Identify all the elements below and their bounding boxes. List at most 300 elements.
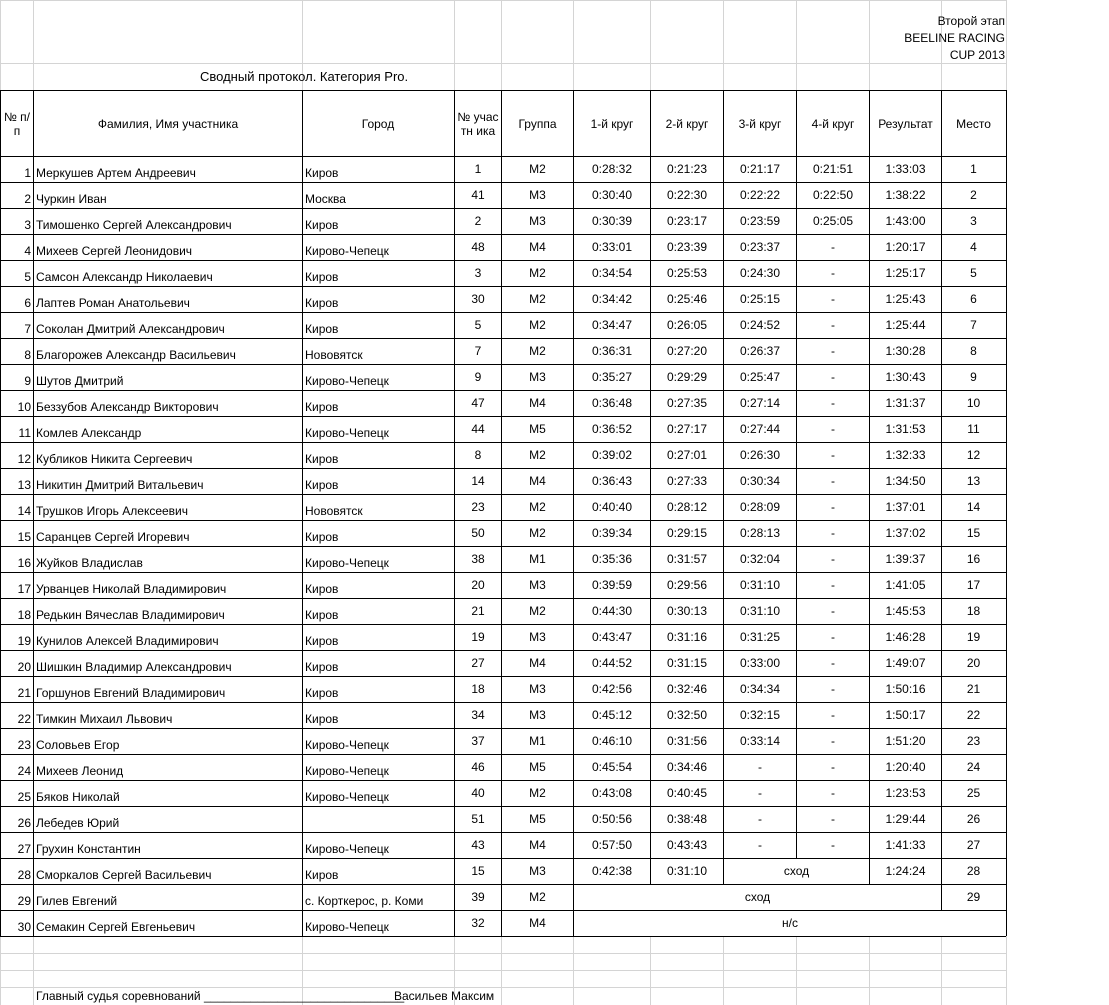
lap1-time: 0:34:47 — [591, 318, 633, 332]
participant-bib: 43 — [471, 838, 485, 852]
participant-name: Никитин Дмитрий Витальевич — [36, 478, 204, 492]
finish-place: 10 — [966, 396, 981, 410]
participant-group: М2 — [529, 162, 546, 176]
participant-name: Михеев Леонид — [36, 764, 124, 778]
lap4-time: - — [831, 396, 835, 410]
lap4-time: - — [831, 292, 835, 306]
participant-name: Лебедев Юрий — [36, 816, 120, 830]
row-number: 3 — [24, 218, 31, 232]
lap4-time: - — [831, 682, 835, 696]
participant-group: М2 — [529, 786, 546, 800]
lap2-time: 0:29:56 — [666, 578, 708, 592]
result-time: 1:20:40 — [885, 760, 926, 774]
lap3-time: 0:23:37 — [739, 240, 781, 254]
lap3-time: 0:32:04 — [739, 552, 781, 566]
participant-name: Соколан Дмитрий Александрович — [36, 322, 225, 336]
lap2-time: 0:27:20 — [666, 344, 708, 358]
lap3-time: 0:28:09 — [739, 500, 781, 514]
lap1-time: 0:45:12 — [591, 708, 633, 722]
result-time: 1:45:53 — [885, 604, 926, 618]
participant-city: Киров — [305, 322, 339, 336]
lap4-time: - — [831, 552, 835, 566]
lap3-time: 0:22:22 — [739, 188, 781, 202]
participant-group: М4 — [529, 396, 546, 410]
participant-name: Сморкалов Сергей Васильевич — [36, 868, 212, 882]
lap3-time: 0:34:34 — [739, 682, 781, 696]
finish-place: 29 — [966, 890, 981, 904]
finish-place: 26 — [966, 812, 981, 826]
header-name: Фамилия, Имя участника — [97, 116, 239, 131]
lap1-time: 0:34:42 — [591, 292, 633, 306]
lap3-time: - — [758, 838, 762, 852]
header-num: № п/п — [3, 109, 31, 138]
lap1-time: 0:39:59 — [591, 578, 633, 592]
participant-name: Гилев Евгений — [36, 894, 118, 908]
lap2-time: 0:27:01 — [666, 448, 708, 462]
lap2-time: 0:27:35 — [666, 396, 708, 410]
result-time: 1:39:37 — [885, 552, 926, 566]
participant-name: Семакин Сергей Евгеньевич — [36, 920, 196, 934]
participant-group: М5 — [529, 812, 546, 826]
lap1-time: 0:42:56 — [591, 682, 633, 696]
lap3-time: 0:33:14 — [739, 734, 781, 748]
participant-city: Кирово-Чепецк — [305, 244, 389, 258]
lap2-time: 0:27:17 — [666, 422, 708, 436]
participant-bib: 41 — [471, 188, 485, 202]
participant-group: М1 — [529, 734, 546, 748]
lap1-time: 0:44:52 — [591, 656, 633, 670]
result-time: 1:24:24 — [885, 864, 926, 878]
finish-place: 11 — [967, 422, 980, 436]
lap4-time: - — [831, 734, 835, 748]
participant-name: Кубликов Никита Сергеевич — [36, 452, 193, 466]
lap4-time: - — [831, 630, 835, 644]
result-time: 1:49:07 — [885, 656, 926, 670]
participant-city: Москва — [305, 192, 346, 206]
participant-bib: 30 — [471, 292, 485, 306]
participant-name: Шишкин Владимир Александрович — [36, 660, 232, 674]
lap1-time: 0:35:27 — [591, 370, 633, 384]
row-number: 8 — [24, 348, 31, 362]
finish-place: 9 — [970, 370, 977, 384]
lap4-time: 0:25:05 — [812, 214, 854, 228]
lap1-time: 0:45:54 — [591, 760, 633, 774]
result-time: 1:30:43 — [885, 370, 926, 384]
lap3-time: 0:33:00 — [739, 656, 781, 670]
header-group: Группа — [518, 116, 557, 131]
lap3-time: 0:26:37 — [739, 344, 781, 358]
lap3-time: - — [758, 786, 762, 800]
lap2-time: 0:34:46 — [666, 760, 708, 774]
participant-group: М3 — [529, 630, 546, 644]
finish-place: 20 — [966, 656, 981, 670]
participant-name: Жуйков Владислав — [36, 556, 143, 570]
result-time: 1:20:17 — [885, 240, 926, 254]
finish-place: 7 — [970, 318, 977, 332]
participant-bib: 44 — [471, 422, 485, 436]
result-time: 1:31:53 — [885, 422, 926, 436]
participant-bib: 47 — [471, 396, 485, 410]
participant-city: Киров — [305, 608, 339, 622]
result-time: 1:41:05 — [885, 578, 926, 592]
lap3-time: 0:31:10 — [739, 578, 781, 592]
participant-city: Киров — [305, 218, 339, 232]
participant-bib: 19 — [471, 630, 485, 644]
participant-city: Киров — [305, 686, 339, 700]
lap2-time: 0:38:48 — [666, 812, 708, 826]
participant-bib: 39 — [471, 890, 485, 904]
lap3-time: - — [758, 812, 762, 826]
lap2-time: 0:28:12 — [666, 500, 708, 514]
participant-bib: 18 — [471, 682, 485, 696]
finish-place: 25 — [966, 786, 981, 800]
participant-name: Бяков Николай — [36, 790, 120, 804]
finish-place: 28 — [966, 864, 981, 878]
lap1-time: 0:43:47 — [591, 630, 633, 644]
participant-city: Кирово-Чепецк — [305, 738, 389, 752]
lap2-time: 0:31:57 — [666, 552, 708, 566]
lap1-time: 0:40:40 — [591, 500, 633, 514]
result-time: 1:34:50 — [885, 474, 926, 488]
result-time: 1:37:02 — [885, 526, 926, 540]
result-time: 1:32:33 — [885, 448, 926, 462]
participant-name: Саранцев Сергей Игоревич — [36, 530, 190, 544]
participant-city: Киров — [305, 400, 339, 414]
header-result: Результат — [878, 116, 933, 131]
participant-group: М5 — [529, 422, 546, 436]
finish-place: 16 — [966, 552, 981, 566]
lap1-time: 0:36:43 — [591, 474, 633, 488]
participant-group: М3 — [529, 370, 546, 384]
event-line-1: Второй этап — [937, 14, 1005, 28]
participant-group: М3 — [529, 864, 546, 878]
lap2-time: 0:23:17 — [666, 214, 708, 228]
participant-group: М3 — [529, 188, 546, 202]
participant-group: М2 — [529, 344, 546, 358]
participant-group: М4 — [529, 240, 546, 254]
participant-name: Благорожев Александр Васильевич — [36, 348, 236, 362]
participant-name: Тимкин Михаил Львович — [36, 712, 173, 726]
lap3-time: - — [758, 760, 762, 774]
result-time: 1:31:37 — [885, 396, 926, 410]
lap3-time: 0:23:59 — [739, 214, 781, 228]
lap3-time: 0:24:52 — [739, 318, 781, 332]
finish-place: 18 — [966, 604, 981, 618]
participant-city: Киров — [305, 166, 339, 180]
participant-bib: 38 — [471, 552, 485, 566]
participant-name: Кунилов Алексей Владимирович — [36, 634, 219, 648]
result-time: 1:37:01 — [885, 500, 926, 514]
participant-city: Кирово-Чепецк — [305, 920, 389, 934]
participant-group: М4 — [529, 916, 546, 930]
participant-group: М3 — [529, 682, 546, 696]
lap2-time: 0:31:10 — [666, 864, 708, 878]
result-time: 1:23:53 — [885, 786, 926, 800]
row-number: 4 — [24, 244, 31, 258]
participant-name: Урванцев Николай Владимирович — [36, 582, 227, 596]
participant-bib: 15 — [471, 864, 485, 878]
participant-group: М2 — [529, 604, 546, 618]
lap4-time: 0:22:50 — [812, 188, 854, 202]
result-time: 1:30:28 — [885, 344, 926, 358]
lap2-time: 0:30:13 — [666, 604, 708, 618]
lap2-time: 0:25:46 — [666, 292, 708, 306]
participant-group: М3 — [529, 214, 546, 228]
participant-city: Кирово-Чепецк — [305, 842, 389, 856]
lap4-time: 0:21:51 — [812, 162, 854, 176]
row-number: 7 — [24, 322, 31, 336]
participant-group: М2 — [529, 526, 546, 540]
participant-group: М2 — [529, 448, 546, 462]
row-number: 12 — [17, 452, 31, 466]
header-place: Место — [956, 116, 991, 131]
protocol-title: Сводный протокол. Категория Pro. — [200, 69, 409, 84]
lap2-time: 0:22:30 — [666, 188, 708, 202]
result-time: 1:50:16 — [885, 682, 926, 696]
participant-bib: 8 — [474, 448, 482, 462]
lap3-time: 0:30:34 — [739, 474, 781, 488]
lap4-time: - — [831, 604, 835, 618]
participant-city: Нововятск — [305, 348, 363, 362]
row-number: 6 — [24, 296, 31, 310]
participant-bib: 23 — [471, 500, 485, 514]
participant-bib: 21 — [471, 604, 485, 618]
participant-name: Комлев Александр — [36, 426, 142, 440]
header-lap3: 3-й круг — [738, 116, 782, 131]
finish-place: 12 — [966, 448, 981, 462]
participant-group: М3 — [529, 578, 546, 592]
lap2-time: 0:40:45 — [666, 786, 708, 800]
result-time: 1:29:44 — [885, 812, 926, 826]
participant-city: Киров — [305, 530, 339, 544]
participant-group: М2 — [529, 292, 546, 306]
lap2-time: 0:26:05 — [666, 318, 708, 332]
row-number: 9 — [24, 374, 31, 388]
lap4-time: - — [831, 786, 835, 800]
row-number: 11 — [18, 426, 31, 440]
participant-group: М4 — [529, 838, 546, 852]
lap4-time: - — [831, 656, 835, 670]
result-time: 1:51:20 — [885, 734, 926, 748]
lap4-time: - — [831, 448, 835, 462]
participant-group: М3 — [529, 708, 546, 722]
lap1-time: 0:39:34 — [591, 526, 633, 540]
lap4-time: - — [831, 474, 835, 488]
result-time: 1:41:33 — [885, 838, 926, 852]
row-number: 2 — [24, 192, 31, 206]
result-time: 1:25:43 — [885, 292, 926, 306]
lap3-time: 0:31:10 — [739, 604, 781, 618]
participant-bib: 2 — [474, 214, 482, 228]
row-number: 20 — [17, 660, 31, 674]
finish-place: 15 — [966, 526, 981, 540]
row-number: 17 — [17, 582, 31, 596]
result-time: 1:46:28 — [885, 630, 926, 644]
lap2-time: 0:21:23 — [666, 162, 708, 176]
row-number: 28 — [17, 868, 31, 882]
participant-name: Соловьев Егор — [36, 738, 120, 752]
lap4-time: - — [831, 266, 835, 280]
participant-name: Лаптев Роман Анатольевич — [36, 296, 190, 310]
row-number: 15 — [17, 530, 31, 544]
participant-city: Киров — [305, 712, 339, 726]
participant-group: М4 — [529, 474, 546, 488]
participant-city: Кирово-Чепецк — [305, 790, 389, 804]
finish-place: 17 — [966, 578, 981, 592]
judge-label: Главный судья соревнований ______________________________ — [36, 989, 405, 1003]
header-bib: № участн ика — [457, 109, 499, 138]
lap4-time: - — [831, 812, 835, 826]
finish-place: 3 — [970, 214, 977, 228]
participant-name: Шутов Дмитрий — [36, 374, 124, 388]
participant-group: М2 — [529, 500, 546, 514]
lap2-time: 0:31:16 — [666, 630, 708, 644]
lap4-time: - — [831, 344, 835, 358]
lap1-time: 0:36:31 — [591, 344, 633, 358]
status-dnf: сход — [783, 864, 810, 878]
participant-bib: 20 — [471, 578, 485, 592]
header-lap1: 1-й круг — [590, 116, 634, 131]
participant-city: Киров — [305, 270, 339, 284]
participant-city: Киров — [305, 660, 339, 674]
lap2-time: 0:27:33 — [666, 474, 708, 488]
lap3-time: 0:28:13 — [739, 526, 781, 540]
lap4-time: - — [831, 578, 835, 592]
row-number: 10 — [17, 400, 31, 414]
finish-place: 19 — [966, 630, 981, 644]
lap3-time: 0:27:44 — [739, 422, 781, 436]
lap2-time: 0:25:53 — [666, 266, 708, 280]
participant-bib: 51 — [471, 812, 485, 826]
lap2-time: 0:29:15 — [666, 526, 708, 540]
lap1-time: 0:30:40 — [591, 188, 633, 202]
lap4-time: - — [831, 708, 835, 722]
row-number: 29 — [17, 894, 31, 908]
participant-group: М5 — [529, 760, 546, 774]
lap3-time: 0:25:47 — [739, 370, 781, 384]
result-time: 1:38:22 — [885, 188, 926, 202]
lap4-time: - — [831, 760, 835, 774]
lap1-time: 0:57:50 — [591, 838, 633, 852]
finish-place: 13 — [966, 474, 981, 488]
lap1-time: 0:28:32 — [591, 162, 633, 176]
participant-bib: 34 — [471, 708, 485, 722]
result-time: 1:25:44 — [885, 318, 926, 332]
participant-city: Киров — [305, 582, 339, 596]
row-number: 19 — [17, 634, 31, 648]
event-line-3: CUP 2013 — [949, 48, 1005, 62]
lap1-time: 0:30:39 — [591, 214, 633, 228]
lap2-time: 0:32:50 — [666, 708, 708, 722]
result-time: 1:50:17 — [885, 708, 926, 722]
row-number: 14 — [17, 504, 31, 518]
participant-city: с. Корткерос, р. Коми — [305, 894, 424, 908]
lap2-time: 0:32:46 — [666, 682, 708, 696]
participant-city: Кирово-Чепецк — [305, 556, 389, 570]
participant-bib: 46 — [471, 760, 485, 774]
participant-bib: 37 — [471, 734, 485, 748]
participant-bib: 40 — [471, 786, 485, 800]
lap4-time: - — [831, 422, 835, 436]
row-number: 13 — [17, 478, 31, 492]
lap1-time: 0:33:01 — [591, 240, 633, 254]
finish-place: 5 — [970, 266, 977, 280]
participant-name: Чуркин Иван — [36, 192, 107, 206]
participant-city: Киров — [305, 296, 339, 310]
result-time: 1:33:03 — [885, 162, 926, 176]
lap4-time: - — [831, 370, 835, 384]
lap1-time: 0:50:56 — [591, 812, 633, 826]
row-number: 1 — [24, 166, 31, 180]
lap1-time: 0:35:36 — [591, 552, 633, 566]
row-number: 5 — [24, 270, 31, 284]
participant-bib: 48 — [471, 240, 485, 254]
finish-place: 27 — [966, 838, 981, 852]
row-number: 25 — [17, 790, 31, 804]
lap3-time: 0:24:30 — [739, 266, 781, 280]
lap1-time: 0:39:02 — [591, 448, 633, 462]
finish-place: 6 — [970, 292, 977, 306]
result-time: 1:43:00 — [885, 214, 926, 228]
event-line-2: BEELINE RACING — [904, 31, 1005, 45]
row-number: 16 — [17, 556, 31, 570]
lap3-time: 0:32:15 — [739, 708, 781, 722]
participant-name: Трушков Игорь Алексеевич — [36, 504, 189, 518]
status-dnf: сход — [744, 890, 771, 904]
row-number: 23 — [17, 738, 31, 752]
finish-place: 22 — [966, 708, 981, 722]
lap1-time: 0:34:54 — [591, 266, 633, 280]
finish-place: 21 — [966, 682, 981, 696]
row-number: 21 — [17, 686, 31, 700]
lap4-time: - — [831, 838, 835, 852]
status-dns: н/с — [782, 916, 798, 930]
finish-place: 14 — [966, 500, 981, 514]
finish-place: 2 — [970, 188, 977, 202]
participant-bib: 14 — [471, 474, 485, 488]
participant-city: Кирово-Чепецк — [305, 426, 389, 440]
result-time: 1:25:17 — [885, 266, 926, 280]
lap4-time: - — [831, 240, 835, 254]
participant-bib: 27 — [471, 656, 485, 670]
lap2-time: 0:43:43 — [666, 838, 708, 852]
finish-place: 24 — [966, 760, 981, 774]
participant-name: Тимошенко Сергей Александрович — [36, 218, 232, 232]
header-lap4: 4-й круг — [811, 116, 855, 131]
finish-place: 1 — [970, 162, 977, 176]
participant-name: Самсон Александр Николаевич — [36, 270, 213, 284]
lap3-time: 0:27:14 — [739, 396, 781, 410]
lap4-time: - — [831, 318, 835, 332]
header-lap2: 2-й круг — [665, 116, 709, 131]
lap4-time: - — [831, 526, 835, 540]
participant-bib: 32 — [471, 916, 485, 930]
participant-bib: 9 — [474, 370, 482, 384]
lap1-time: 0:42:38 — [591, 864, 633, 878]
participant-city: Киров — [305, 452, 339, 466]
lap3-time: 0:31:25 — [739, 630, 781, 644]
lap1-time: 0:46:10 — [591, 734, 633, 748]
judge-name: Васильев Максим — [394, 989, 495, 1003]
participant-name: Меркушев Артем Андреевич — [36, 166, 196, 180]
lap1-time: 0:44:30 — [591, 604, 633, 618]
participant-group: М4 — [529, 656, 546, 670]
participant-bib: 1 — [474, 162, 482, 176]
lap2-time: 0:31:56 — [666, 734, 708, 748]
row-number: 18 — [17, 608, 31, 622]
participant-name: Беззубов Александр Викторович — [36, 400, 219, 414]
participant-city: Кирово-Чепецк — [305, 764, 389, 778]
